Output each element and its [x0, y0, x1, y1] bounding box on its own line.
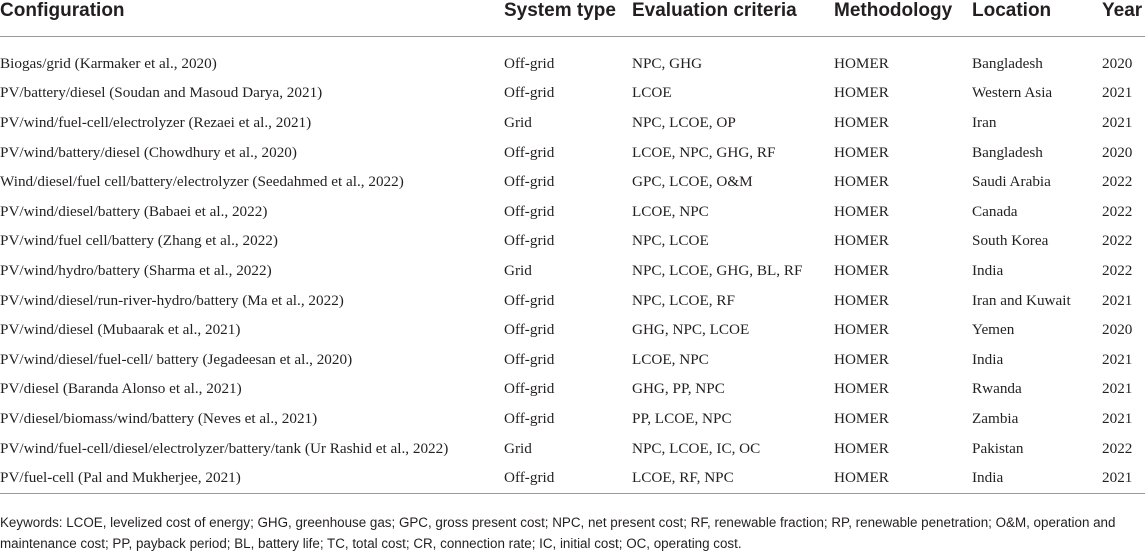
- table-row: [0, 167, 1145, 197]
- cell-methodology: HOMER: [834, 439, 889, 457]
- cell-year: 2021: [1102, 291, 1133, 309]
- cell-location: South Korea: [972, 232, 1049, 250]
- table-row: [0, 108, 1145, 138]
- cell-system-type: Off-grid: [504, 202, 555, 220]
- cell-configuration: PV/fuel-cell (Pal and Mukherjee, 2021): [0, 463, 504, 493]
- cell-location: Saudi Arabia: [972, 173, 1051, 191]
- cell-configuration: PV/wind/fuel-cell/diesel/electrolyzer/battery/tank (Ur Rashid et al., 2022): [0, 439, 449, 457]
- cell-location: Bangladesh: [972, 54, 1043, 72]
- table-row: [0, 286, 1145, 316]
- footnote-line: maintenance cost; PP, payback period; BL, battery life; TC, total cost; CR, connection rate; IC, initial cost; OC, operating cost.: [0, 536, 742, 551]
- cell-configuration: PV/battery/diesel (Soudan and Masoud Darya, 2021): [0, 84, 323, 102]
- cell-methodology: HOMER: [834, 113, 889, 131]
- cell-configuration: PV/diesel/biomass/wind/battery (Neves et al., 2021): [0, 409, 318, 427]
- cell-year: 2021: [1102, 84, 1133, 102]
- cell-methodology: HOMER: [834, 321, 889, 339]
- cell-methodology: HOMER: [834, 232, 889, 250]
- cell-evaluation-criteria: PP, LCOE, NPC: [632, 409, 732, 427]
- cell-evaluation-criteria: LCOE: [632, 84, 672, 102]
- cell-year: 2021: [1102, 380, 1133, 398]
- cell-system-type: Off-grid: [504, 350, 555, 368]
- table-row: [0, 138, 1145, 168]
- cell-configuration: Biogas/grid (Karmaker et al., 2020): [0, 54, 217, 72]
- cell-year: 2022: [1102, 439, 1133, 457]
- cell-year: 2020: [1102, 54, 1133, 72]
- cell-evaluation-criteria: LCOE, NPC: [632, 350, 709, 368]
- cell-evaluation-criteria: LCOE, RF, NPC: [632, 463, 834, 493]
- cell-methodology: HOMER: [834, 380, 889, 398]
- header-evaluation-criteria: Evaluation criteria: [632, 0, 834, 37]
- cell-location: India: [972, 350, 1004, 368]
- header-location: Location: [972, 0, 1102, 37]
- cell-evaluation-criteria: GHG, NPC, LCOE: [632, 321, 750, 339]
- cell-evaluation-criteria: LCOE, NPC: [632, 202, 709, 220]
- table-row: [0, 49, 1145, 79]
- table-row: [0, 404, 1145, 434]
- cell-year: 2020: [1102, 143, 1133, 161]
- table-row: [0, 375, 1145, 405]
- cell-methodology: HOMER: [834, 143, 889, 161]
- cell-year: 2021: [1102, 463, 1145, 493]
- cell-system-type: Off-grid: [504, 291, 555, 309]
- cell-configuration: PV/wind/diesel/run-river-hydro/battery (Ma et al., 2022): [0, 291, 344, 309]
- spacer-row: [0, 37, 1145, 50]
- table-header: [0, 0, 1145, 37]
- cell-system-type: Off-grid: [504, 321, 555, 339]
- cell-methodology: HOMER: [834, 463, 972, 493]
- cell-location: Iran and Kuwait: [972, 291, 1071, 309]
- cell-evaluation-criteria: NPC, LCOE, RF: [632, 291, 735, 309]
- cell-year: 2022: [1102, 173, 1133, 191]
- cell-system-type: Grid: [504, 261, 532, 279]
- table-body: [0, 37, 1145, 494]
- cell-system-type: Off-grid: [504, 463, 632, 493]
- cell-evaluation-criteria: GPC, LCOE, O&M: [632, 173, 753, 191]
- table-row: [0, 227, 1145, 257]
- cell-system-type: Off-grid: [504, 232, 555, 250]
- cell-system-type: Off-grid: [504, 84, 555, 102]
- cell-year: 2021: [1102, 350, 1133, 368]
- cell-methodology: HOMER: [834, 84, 889, 102]
- cell-evaluation-criteria: NPC, LCOE, OP: [632, 113, 736, 131]
- cell-system-type: Off-grid: [504, 409, 555, 427]
- cell-methodology: HOMER: [834, 173, 889, 191]
- cell-location: Bangladesh: [972, 143, 1043, 161]
- cell-location: Pakistan: [972, 439, 1024, 457]
- cell-configuration: PV/wind/diesel/fuel-cell/ battery (Jegadeesan et al., 2020): [0, 350, 353, 368]
- cell-evaluation-criteria: GHG, PP, NPC: [632, 380, 725, 398]
- cell-methodology: HOMER: [834, 202, 889, 220]
- table-row: [0, 256, 1145, 286]
- cell-year: 2021: [1102, 113, 1133, 131]
- cell-location: Rwanda: [972, 380, 1022, 398]
- cell-system-type: Off-grid: [504, 54, 555, 72]
- cell-configuration: PV/wind/fuel-cell/electrolyzer (Rezaei et al., 2021): [0, 113, 312, 131]
- header-configuration: Configuration: [0, 0, 504, 37]
- cell-location: Iran: [972, 113, 997, 131]
- cell-location: Canada: [972, 202, 1018, 220]
- cell-configuration: PV/wind/battery/diesel (Chowdhury et al., 2020): [0, 143, 297, 161]
- cell-location: Western Asia: [972, 84, 1053, 102]
- cell-methodology: HOMER: [834, 409, 889, 427]
- table-row: [0, 434, 1145, 464]
- table-row: [0, 79, 1145, 109]
- cell-methodology: HOMER: [834, 261, 889, 279]
- header-system-type: System type: [504, 0, 632, 37]
- cell-system-type: Off-grid: [504, 173, 555, 191]
- cell-system-type: Grid: [504, 439, 532, 457]
- cell-evaluation-criteria: NPC, GHG: [632, 54, 703, 72]
- cell-year: 2021: [1102, 409, 1133, 427]
- cell-evaluation-criteria: NPC, LCOE, IC, OC: [632, 439, 761, 457]
- table-footnote: [0, 512, 1145, 554]
- footnote-line: Keywords: LCOE, levelized cost of energy; GHG, greenhouse gas; GPC, gross present cost; NPC, net present cost; RF, renewable fraction; RP, renewable penetration; O&M, operation and: [0, 515, 1116, 530]
- cell-location: India: [972, 463, 1102, 493]
- table-row: [0, 345, 1145, 375]
- cell-year: 2022: [1102, 202, 1133, 220]
- header-methodology: Methodology: [834, 0, 972, 37]
- cell-methodology: HOMER: [834, 54, 889, 72]
- cell-system-type: Off-grid: [504, 380, 555, 398]
- cell-configuration: Wind/diesel/fuel cell/battery/electrolyzer (Seedahmed et al., 2022): [0, 173, 404, 191]
- table-row: [0, 315, 1145, 345]
- cell-year: 2022: [1102, 232, 1133, 250]
- cell-location: India: [972, 261, 1004, 279]
- table-row: [0, 463, 1145, 493]
- table-row: [0, 197, 1145, 227]
- cell-system-type: Grid: [504, 113, 532, 131]
- cell-configuration: PV/wind/hydro/battery (Sharma et al., 2022): [0, 261, 272, 279]
- cell-evaluation-criteria: NPC, LCOE: [632, 232, 709, 250]
- cell-year: 2022: [1102, 261, 1133, 279]
- cell-location: Zambia: [972, 409, 1019, 427]
- header-year: Year: [1102, 0, 1145, 37]
- cell-configuration: PV/wind/diesel/battery (Babaei et al., 2022): [0, 202, 268, 220]
- cell-evaluation-criteria: NPC, LCOE, GHG, BL, RF: [632, 261, 803, 279]
- cell-location: Yemen: [972, 321, 1015, 339]
- cell-methodology: HOMER: [834, 350, 889, 368]
- header-row: [0, 0, 1145, 37]
- cell-methodology: HOMER: [834, 291, 889, 309]
- cell-configuration: PV/diesel (Baranda Alonso et al., 2021): [0, 380, 242, 398]
- cell-configuration: PV/wind/fuel cell/battery (Zhang et al., 2022): [0, 232, 278, 250]
- cell-configuration: PV/wind/diesel (Mubaarak et al., 2021): [0, 321, 241, 339]
- cell-system-type: Off-grid: [504, 143, 555, 161]
- cell-year: 2020: [1102, 321, 1133, 339]
- cell-evaluation-criteria: LCOE, NPC, GHG, RF: [632, 143, 776, 161]
